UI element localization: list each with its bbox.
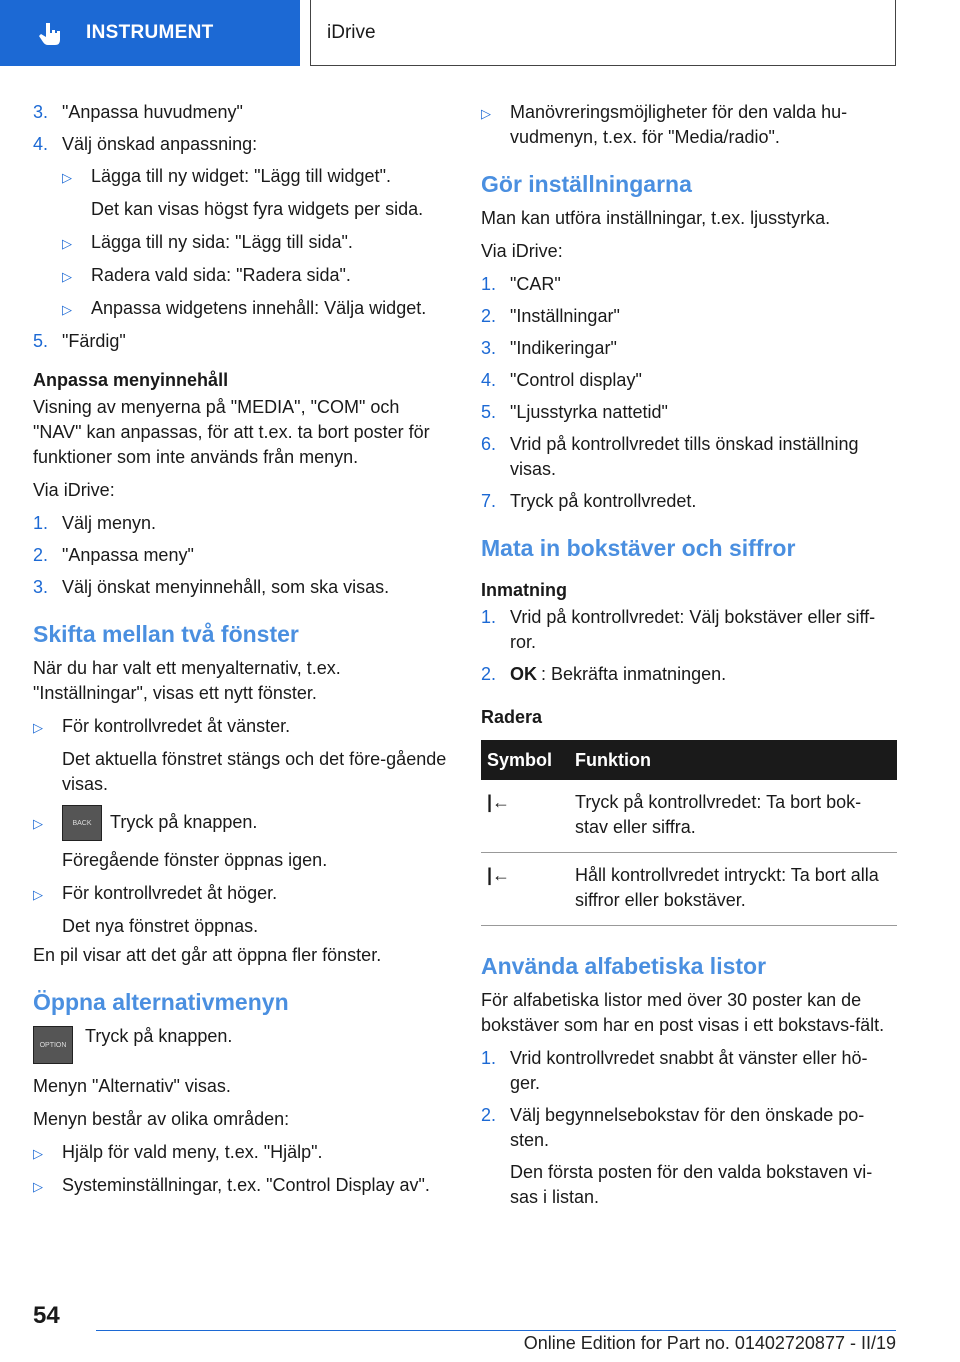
step-number: 5. [33, 331, 49, 351]
step-text: Vrid på kontrollvredet tills önskad inställning visas. [510, 434, 859, 479]
chapter-label: iDrive [327, 21, 376, 43]
page-header [0, 0, 960, 66]
step-text: Vrid kontrollvredet snabbt åt vänster eller hö‐ger. [510, 1048, 868, 1093]
option-text: Tryck på knappen. [85, 1026, 233, 1046]
step-text: : Bekräfta inmatningen. [541, 664, 727, 684]
subheading-input: Inmatning [481, 580, 567, 600]
bullet-text: Tryck på knappen. [110, 811, 258, 832]
paragraph: Via iDrive: [481, 241, 563, 261]
bullet-text: För kontrollvredet åt höger. [62, 883, 278, 903]
list-item [33, 132, 451, 157]
option-button-icon: OPTION [33, 1026, 73, 1064]
bullet-text: Systeminställningar, t.ex. "Control Display av". [62, 1175, 430, 1195]
step-text: Välj önskat menyinnehåll, som ska visas. [62, 577, 390, 597]
step-number: 2. [481, 664, 497, 684]
step-text: Vrid på kontrollvredet: Välj bokstäver eller siff‐ror. [510, 607, 876, 652]
backspace-icon: |← [481, 853, 569, 926]
list-item [481, 368, 897, 393]
step-text: Välj menyn. [62, 513, 157, 533]
list-item [33, 100, 451, 125]
right-column [481, 100, 897, 1218]
ok-symbol-icon: OK [510, 664, 537, 684]
step-number: 6. [481, 434, 497, 454]
footer-divider [96, 1330, 896, 1331]
step-text: "Ljusstyrka nattetid" [510, 402, 668, 422]
list-item [33, 329, 451, 354]
step-number: 1. [481, 1048, 497, 1068]
left-column [33, 100, 451, 1206]
bullet-triangle-icon: ▷ [62, 236, 72, 251]
bullet-item [62, 263, 451, 289]
step-number: 1. [33, 513, 49, 533]
list-item [33, 511, 451, 536]
step-number: 5. [481, 402, 497, 422]
table-cell: Tryck på kontrollvredet: Ta bort bok‐stav eller siffra. [569, 780, 897, 853]
table-header-row [481, 740, 897, 780]
step-text: "Anpassa meny" [62, 545, 194, 565]
bullet-item [481, 100, 897, 150]
step-number: 2. [481, 306, 497, 326]
list-item [481, 400, 897, 425]
subheading-delete: Radera [481, 707, 543, 727]
step-text: Tryck på kontrollvredet. [510, 491, 697, 511]
bullet-item [62, 296, 451, 322]
bullet-item [62, 230, 451, 256]
heading-switch-windows: Skifta mellan två fönster [33, 621, 299, 647]
table-cell: Håll kontrollvredet intryckt: Ta bort alla siffror eller bokstäver. [569, 853, 897, 926]
section-label: INSTRUMENT [86, 22, 214, 43]
table-row [481, 780, 897, 853]
bullet-triangle-icon: ▷ [62, 170, 72, 185]
backspace-icon: |← [481, 780, 569, 853]
bullet-note: Föregående fönster öppnas igen. [62, 850, 328, 870]
step-number: 1. [481, 607, 497, 627]
step-number: 1. [481, 274, 497, 294]
bullet-item [33, 714, 451, 740]
delete-table [481, 740, 897, 926]
bullet-triangle-icon: ▷ [33, 1146, 43, 1161]
paragraph: För alfabetiska listor med över 30 poster kan de bokstäver som har en post visas i ett bokstavs‐fält. [481, 990, 885, 1035]
step-text: Välj önskad anpassning: [62, 134, 258, 154]
back-button-icon: BACK [62, 805, 102, 841]
step-text: Välj begynnelsebokstav för den önskade po‐sten. [510, 1105, 865, 1150]
paragraph: När du har valt ett menyalternativ, t.ex. "Inställningar", visas ett nytt fönster. [33, 658, 341, 703]
list-item [481, 1103, 897, 1153]
edition-text: Online Edition for Part no. 01402720877 - II/19 [523, 1333, 896, 1353]
paragraph: En pil visar att det går att öppna fler fönster. [33, 945, 382, 965]
bullet-note: Det kan visas högst fyra widgets per sida. [91, 199, 424, 219]
bullet-item [33, 1173, 451, 1199]
bullet-note: Det aktuella fönstret stängs och det före‐gående visas. [62, 749, 447, 794]
list-item [33, 575, 451, 600]
list-item [481, 662, 897, 687]
bullet-triangle-icon: ▷ [33, 887, 43, 902]
heading-input: Mata in bokstäver och siffror [481, 535, 796, 561]
column-header: Funktion [569, 740, 897, 780]
list-item [481, 432, 897, 482]
step-number: 2. [481, 1105, 497, 1125]
table-row [481, 853, 897, 926]
bullet-triangle-icon: ▷ [33, 720, 43, 735]
bullet-text: För kontrollvredet åt vänster. [62, 716, 291, 736]
step-number: 4. [33, 134, 49, 154]
step-number: 2. [33, 545, 49, 565]
list-item [481, 304, 897, 329]
list-item [481, 605, 897, 655]
step-number: 3. [33, 577, 49, 597]
step-number: 3. [33, 102, 49, 122]
step-note: Den första posten för den valda bokstaven vi‐sas i listan. [510, 1162, 873, 1207]
list-item [481, 1046, 897, 1096]
paragraph: Man kan utföra inställningar, t.ex. ljusstyrka. [481, 208, 831, 228]
bullet-triangle-icon: ▷ [62, 269, 72, 284]
bullet-text: Hjälp för vald meny, t.ex. "Hjälp". [62, 1142, 323, 1162]
chapter-box [310, 0, 896, 66]
bullet-triangle-icon: ▷ [33, 816, 43, 831]
column-header: Symbol [481, 740, 569, 780]
bullet-text: Anpassa widgetens innehåll: Välja widget. [91, 298, 427, 318]
step-text: "Färdig" [62, 331, 126, 351]
step-text: "CAR" [510, 274, 561, 294]
subheading-menu-content: Anpassa menyinnehåll [33, 370, 229, 390]
page-number: 54 [33, 1302, 60, 1329]
step-number: 7. [481, 491, 497, 511]
paragraph: Menyn "Alternativ" visas. [33, 1076, 231, 1096]
bullet-item [33, 1140, 451, 1166]
list-item [33, 543, 451, 568]
list-item [481, 336, 897, 361]
hand-pointer-icon [38, 20, 64, 46]
heading-option-menu: Öppna alternativmenyn [33, 989, 289, 1015]
bullet-note: Det nya fönstret öppnas. [62, 916, 259, 936]
paragraph: Visning av menyerna på "MEDIA", "COM" och "NAV" kan anpassas, för att t.ex. ta bort poster för funktioner som inte används från menyn. [33, 397, 430, 467]
bullet-text: Lägga till ny sida: "Lägg till sida". [91, 232, 353, 252]
bullet-text: Radera vald sida: "Radera sida". [91, 265, 351, 285]
paragraph: Menyn består av olika områden: [33, 1109, 290, 1129]
step-text: "Control display" [510, 370, 642, 390]
paragraph: Via iDrive: [33, 480, 115, 500]
bullet-item [62, 164, 451, 190]
bullet-triangle-icon: ▷ [481, 106, 491, 121]
bullet-triangle-icon: ▷ [33, 1179, 43, 1194]
list-item [481, 272, 897, 297]
bullet-text: Lägga till ny widget: "Lägg till widget". [91, 166, 391, 186]
bullet-text: Manövreringsmöjligheter för den valda hu‐vudmenyn, t.ex. för "Media/radio". [510, 102, 848, 147]
list-item [481, 489, 897, 514]
step-number: 4. [481, 370, 497, 390]
bullet-item [33, 805, 451, 841]
step-text: "Anpassa huvudmeny" [62, 102, 243, 122]
heading-alpha-lists: Använda alfabetiska listor [481, 953, 767, 979]
heading-settings: Gör inställningarna [481, 171, 692, 197]
bullet-item [33, 881, 451, 907]
bullet-triangle-icon: ▷ [62, 302, 72, 317]
section-tab [0, 0, 300, 66]
step-text: "Indikeringar" [510, 338, 617, 358]
option-row [33, 1024, 451, 1064]
step-number: 3. [481, 338, 497, 358]
step-text: "Inställningar" [510, 306, 620, 326]
